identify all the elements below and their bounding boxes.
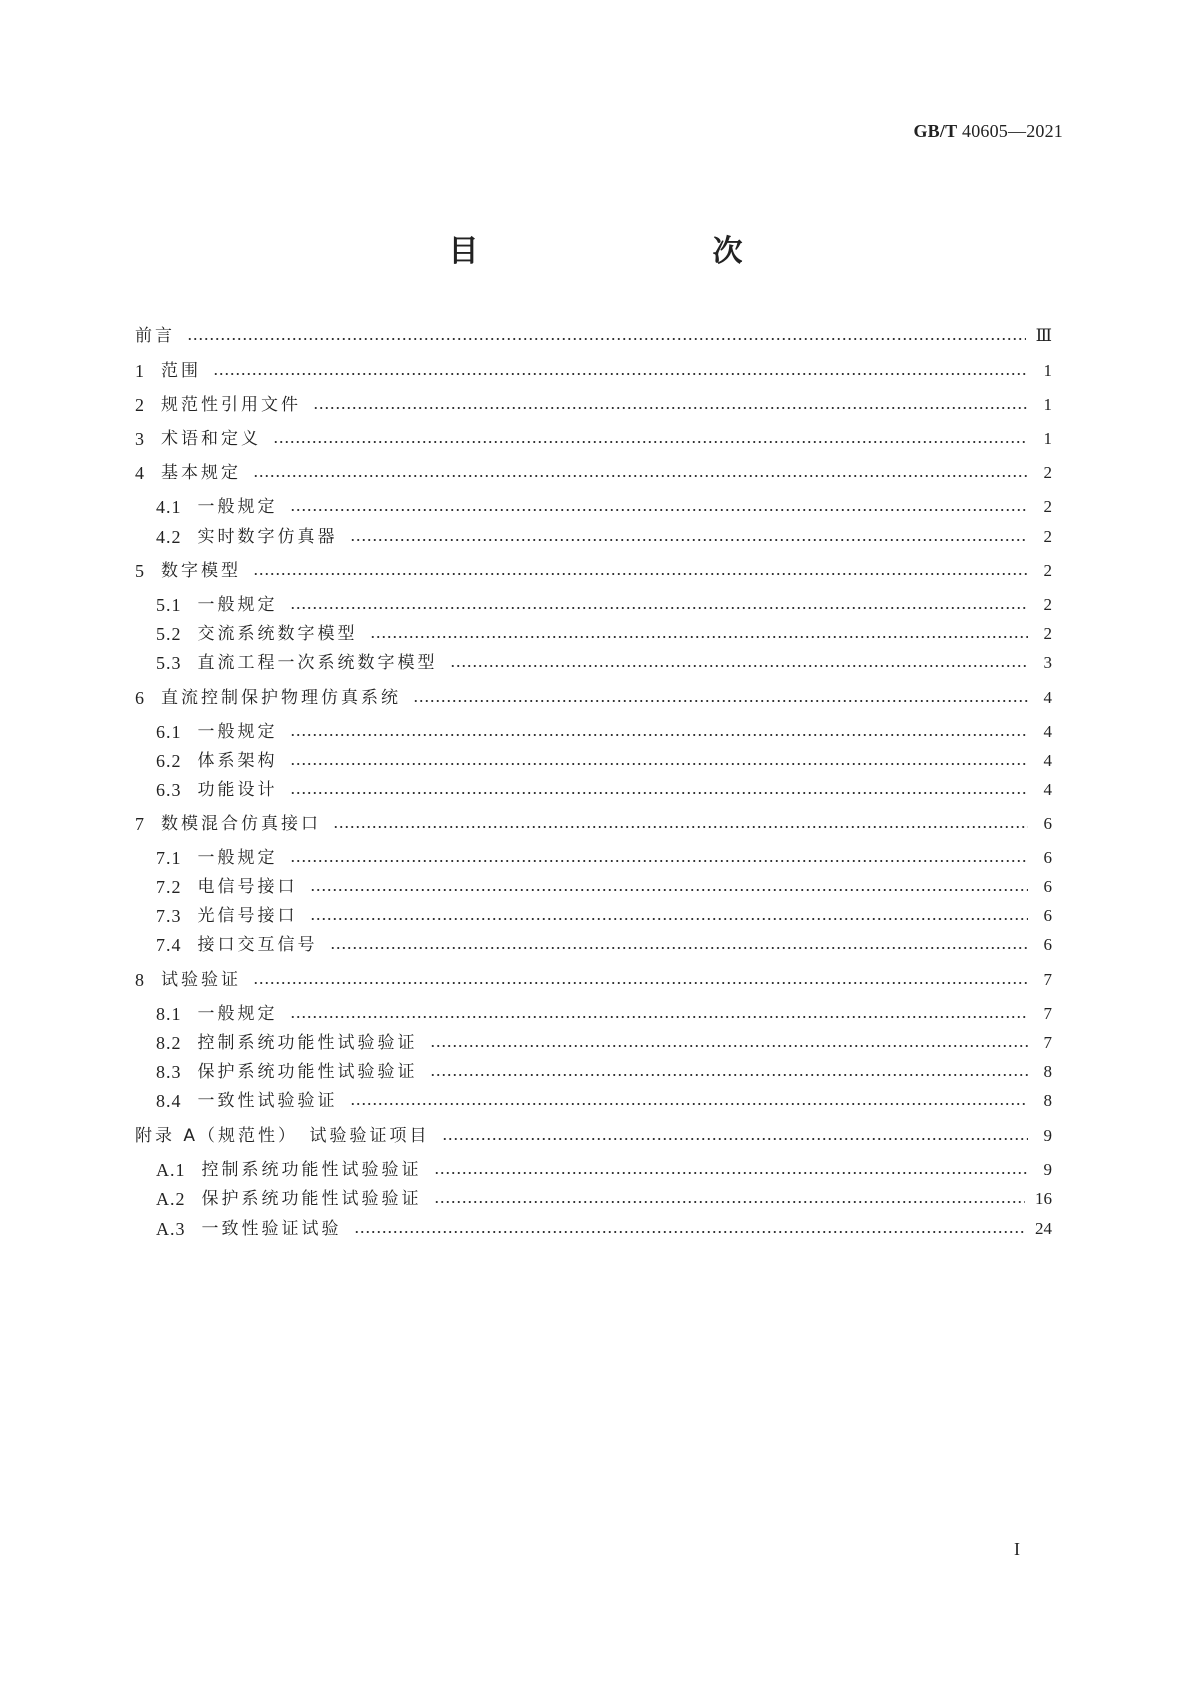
toc-entry-number: 7.4: [156, 935, 182, 955]
toc-dot-leader: [213, 372, 1028, 376]
toc-entry-number: 8.2: [156, 1033, 182, 1053]
toc-entry-number: 8.1: [156, 1004, 182, 1024]
toc-entry[interactable]: [156, 593, 1052, 617]
toc-dot-leader: [310, 888, 1029, 892]
toc-entry-number: 7.2: [156, 877, 182, 897]
toc-entry-page: 7: [1043, 970, 1052, 989]
toc-entry[interactable]: [156, 622, 1052, 646]
toc-dot-leader: [290, 791, 1029, 795]
toc-entry-number: 7.1: [156, 848, 182, 868]
toc-dot-leader: [290, 606, 1029, 610]
toc-entry-label: 保护系统功能性试验验证: [197, 1062, 418, 1082]
toc-entry-label: 一般规定: [197, 848, 278, 868]
toc-entry-number: 2: [135, 395, 145, 415]
toc-entry[interactable]: [156, 1002, 1052, 1026]
toc-entry-number: 4.1: [156, 497, 182, 517]
standard-prefix: GB/T: [913, 121, 958, 141]
toc-entry-label: 保护系统功能性试验验证: [201, 1189, 422, 1209]
toc-entry[interactable]: [135, 559, 1052, 583]
toc-entry-number: 6: [135, 688, 145, 708]
toc-entry-label: 接口交互信号: [197, 935, 318, 955]
toc-entry-label: 功能设计: [197, 780, 278, 800]
toc-dot-leader: [253, 474, 1028, 478]
toc-entry-page: 9: [1043, 1160, 1052, 1179]
toc-entry-label: 交流系统数字模型: [197, 624, 358, 644]
toc-entry[interactable]: [156, 875, 1052, 899]
toc-entry-number: 7.3: [156, 906, 182, 926]
toc-dot-leader: [413, 699, 1028, 703]
toc-entry-page: 6: [1043, 935, 1052, 954]
toc-entry-number: 4.2: [156, 527, 182, 547]
toc-entry-number: 6.3: [156, 780, 182, 800]
toc-dot-leader: [313, 406, 1028, 410]
toc-entry[interactable]: [156, 1217, 1052, 1241]
toc-title: 目 次: [448, 234, 801, 269]
toc-entry[interactable]: [156, 720, 1052, 744]
toc-entry-label: 直流控制保护物理仿真系统: [161, 688, 401, 708]
toc-entry-number: 5.3: [156, 653, 182, 673]
toc-entry-number: A.3: [156, 1219, 186, 1239]
toc-entry-label: 试验验证: [161, 970, 241, 990]
toc-dot-leader: [450, 664, 1029, 668]
toc-entry-number: A.2: [156, 1189, 186, 1209]
toc-entry-page: 8: [1043, 1091, 1052, 1110]
toc-entry-number: 6.1: [156, 722, 182, 742]
toc-dot-leader: [187, 337, 1026, 341]
toc-entry-page: 2: [1043, 497, 1052, 516]
toc-dot-leader: [253, 572, 1028, 576]
toc-entry-label: 控制系统功能性试验验证: [201, 1160, 422, 1180]
toc-entry-label: 电信号接口: [197, 877, 298, 897]
toc-entry-page: 8: [1043, 1062, 1052, 1081]
toc-dot-leader: [354, 1230, 1026, 1234]
toc-entry[interactable]: [156, 1060, 1052, 1084]
toc-dot-leader: [350, 538, 1029, 542]
toc-entry[interactable]: [135, 812, 1052, 836]
toc-entry-number: 5.1: [156, 595, 182, 615]
toc-dot-leader: [290, 859, 1029, 863]
toc-entry-page: Ⅲ: [1035, 326, 1052, 345]
toc-entry-page: 16: [1035, 1189, 1052, 1208]
toc-dot-leader: [350, 1102, 1029, 1106]
toc-dot-leader: [273, 440, 1028, 444]
toc-entry[interactable]: [156, 495, 1052, 519]
toc-entry-label: 数字模型: [161, 561, 241, 581]
toc-entry-number: A.1: [156, 1160, 186, 1180]
toc-entry-label: 一般规定: [197, 1004, 278, 1024]
toc-entry[interactable]: [156, 933, 1052, 957]
toc-dot-leader: [253, 981, 1028, 985]
toc-entry-number: 3: [135, 429, 145, 449]
toc-entry-page: 9: [1043, 1126, 1052, 1145]
toc-entry-page: 7: [1043, 1004, 1052, 1023]
toc-entry-number: 5.2: [156, 624, 182, 644]
toc-dot-leader: [442, 1137, 1028, 1141]
toc-entry-page: 2: [1043, 595, 1052, 614]
toc-entry[interactable]: [135, 968, 1052, 992]
toc-entry-page: 6: [1043, 848, 1052, 867]
toc-dot-leader: [290, 733, 1029, 737]
toc-entry[interactable]: [135, 1124, 1052, 1148]
toc-entry[interactable]: [135, 686, 1052, 710]
toc-entry-page: 7: [1043, 1033, 1052, 1052]
toc-entry-page: 1: [1043, 395, 1052, 414]
standard-number: [913, 121, 1063, 142]
toc-entry[interactable]: [156, 778, 1052, 802]
toc-entry-label: 附录 A（规范性） 试验验证项目: [135, 1126, 430, 1146]
toc-entry-page: 4: [1043, 722, 1052, 741]
toc-entry-label: 一般规定: [197, 722, 278, 742]
toc-entry[interactable]: [156, 1089, 1052, 1113]
toc-entry-label: 基本规定: [161, 463, 241, 483]
toc-entry-page: 4: [1043, 780, 1052, 799]
toc-entry[interactable]: [156, 525, 1052, 549]
toc-entry[interactable]: [156, 1031, 1052, 1055]
toc-entry-number: 6.2: [156, 751, 182, 771]
toc-dot-leader: [330, 946, 1029, 950]
toc-entry[interactable]: [156, 846, 1052, 870]
toc-entry[interactable]: [135, 427, 1052, 451]
toc-entry[interactable]: [135, 461, 1052, 485]
toc-dot-leader: [430, 1044, 1029, 1048]
toc-dot-leader: [333, 825, 1028, 829]
toc-entry-page: 6: [1043, 877, 1052, 896]
toc-entry-label: 一般规定: [197, 497, 278, 517]
toc-entry-number: 8.4: [156, 1091, 182, 1111]
toc-entry[interactable]: [156, 904, 1052, 928]
toc-entry-page: 4: [1043, 688, 1052, 707]
toc-entry-number: 7: [135, 814, 145, 834]
toc-entry-number: 4: [135, 463, 145, 483]
toc-entry-page: 2: [1043, 527, 1052, 546]
toc-dot-leader: [290, 762, 1029, 766]
standard-code: 40605—2021: [962, 121, 1063, 141]
toc-entry-label: 体系架构: [197, 751, 278, 771]
toc-entry-label: 一致性试验验证: [197, 1091, 338, 1111]
toc-entry-label: 前言: [135, 326, 175, 346]
toc-entry-number: 8.3: [156, 1062, 182, 1082]
toc-entry-label: 光信号接口: [197, 906, 298, 926]
toc-entry-page: 2: [1043, 561, 1052, 580]
toc-entry-page: 6: [1043, 906, 1052, 925]
toc-entry[interactable]: [156, 1158, 1052, 1182]
toc-entry[interactable]: [156, 651, 1052, 675]
toc-dot-leader: [434, 1200, 1026, 1204]
toc-entry-number: 1: [135, 361, 145, 381]
toc-dot-leader: [370, 635, 1029, 639]
toc-entry-label: 数模混合仿真接口: [161, 814, 321, 834]
toc-dot-leader: [310, 917, 1029, 921]
toc-entry-label: 范围: [161, 361, 201, 381]
toc-entry-number: 5: [135, 561, 145, 581]
page-number: I: [1014, 1539, 1020, 1559]
toc-entry-label: 控制系统功能性试验验证: [197, 1033, 418, 1053]
toc-entry[interactable]: [156, 1187, 1052, 1211]
toc-entry-label: 一般规定: [197, 595, 278, 615]
toc-entry[interactable]: [135, 359, 1052, 383]
toc-entry-page: 6: [1043, 814, 1052, 833]
toc-dot-leader: [290, 1015, 1029, 1019]
toc-entry-label: 术语和定义: [161, 429, 261, 449]
toc-dot-leader: [290, 508, 1029, 512]
toc-entry-label: 规范性引用文件: [161, 395, 301, 415]
toc-entry-page: 24: [1035, 1219, 1052, 1238]
toc-entry-label: 直流工程一次系统数字模型: [197, 653, 438, 673]
toc-entry[interactable]: [135, 393, 1052, 417]
toc-entry-page: 1: [1043, 361, 1052, 380]
toc-entry-number: 8: [135, 970, 145, 990]
toc-entry-page: 4: [1043, 751, 1052, 770]
toc-entry-label: 实时数字仿真器: [197, 527, 338, 547]
toc-entry-page: 1: [1043, 429, 1052, 448]
toc-entry-page: 3: [1043, 653, 1052, 672]
toc-dot-leader: [430, 1073, 1029, 1077]
toc-entry-page: 2: [1043, 463, 1052, 482]
toc-entry[interactable]: [156, 749, 1052, 773]
toc-entry-page: 2: [1043, 624, 1052, 643]
toc-dot-leader: [434, 1171, 1029, 1175]
toc-entry[interactable]: [135, 324, 1052, 348]
toc-entry-label: 一致性验证试验: [201, 1219, 342, 1239]
